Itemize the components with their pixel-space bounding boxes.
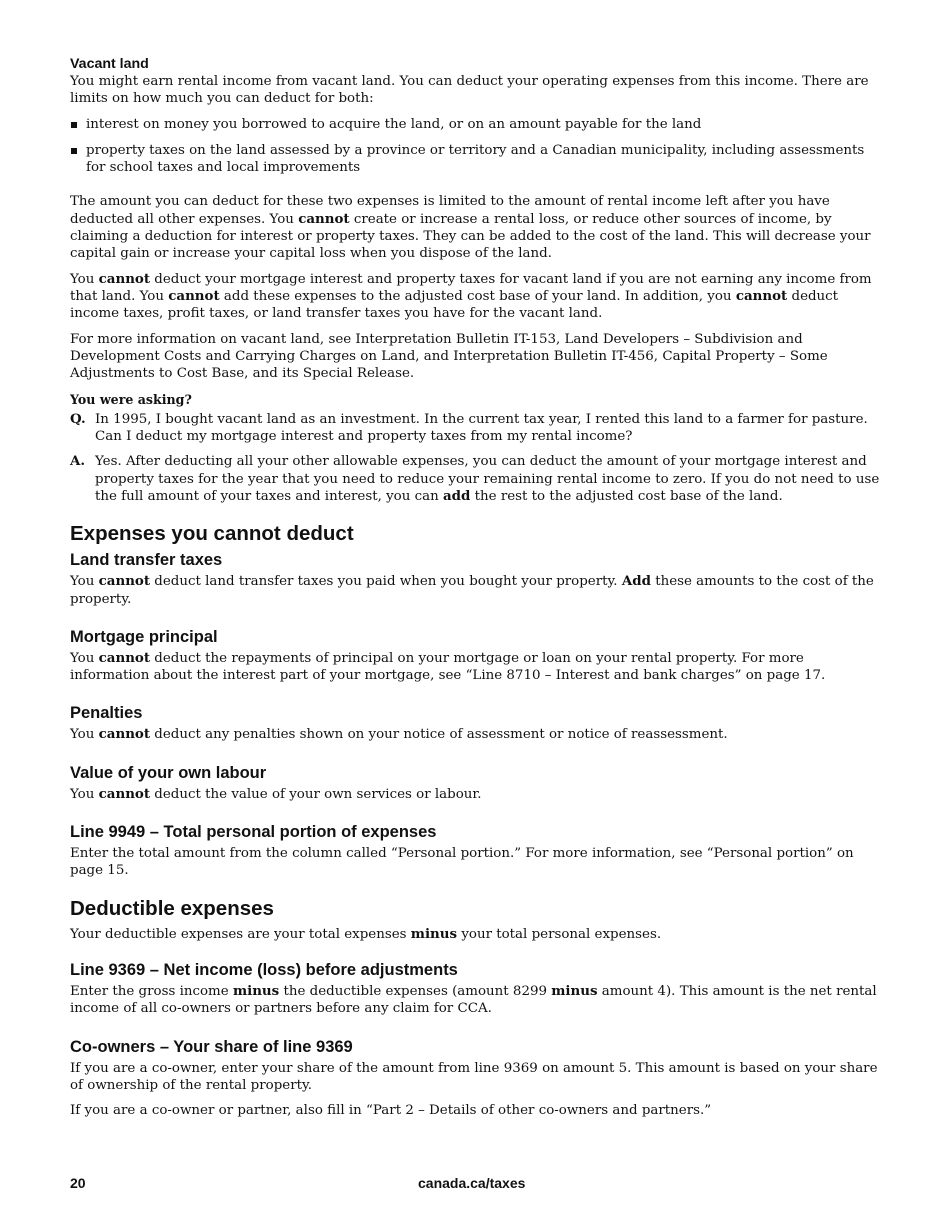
land-transfer-paragraph [70, 573, 882, 608]
vacant-land-more-info-paragraph: For more information on vacant land, see Interpretation Bulletin IT-153, Land Developers – Subdivision and Development Costs and Carrying Charges on Land, and Interpretation Bulletin IT-456, Capital Property – Some Adjustments to Cost Base, and its Special Release. [70, 331, 828, 382]
answer-block [70, 453, 882, 505]
emphasis-cannot: cannot [98, 785, 151, 802]
deductible-expenses-heading: Deductible expenses [70, 896, 274, 920]
answer-text: Yes. After deducting all your other allowable expenses, you can deduct the amount of your mortgage interest and property taxes for the year that you need to reduce your remaining rental income to zero. If you do not need to use the full amount of your taxes and interest, you can [95, 454, 880, 504]
emphasis-add: add [442, 487, 471, 504]
bullet-square-icon [71, 148, 77, 154]
text-run: the deductible expenses (amount 8299 [279, 983, 552, 999]
text-run: Your deductible expenses are your total expenses [70, 926, 411, 942]
penalties-paragraph [70, 726, 882, 743]
text-run: deduct the value of your own services or labour. [150, 786, 482, 802]
penalties-heading: Penalties [70, 704, 143, 723]
bullet-text: interest on money you borrowed to acquire the land, or on an amount payable for the land [86, 116, 702, 132]
text-run: You [70, 786, 99, 802]
vacant-land-intro: You might earn rental income from vacant land. You can deduct your operating expenses from this income. There are limits on how much you can deduct for both: [70, 74, 869, 107]
list-item [70, 142, 882, 177]
vacant-land-bullet-list [70, 116, 882, 177]
emphasis-cannot: cannot [98, 726, 151, 743]
emphasis-minus: minus [551, 982, 598, 999]
line-9949-heading: Line 9949 – Total personal portion of expenses [70, 823, 437, 842]
vacant-land-heading: Vacant land [70, 56, 149, 72]
page-number: 20 [70, 1175, 86, 1191]
cannot-deduct-heading: Expenses you cannot deduct [70, 522, 354, 546]
emphasis-cannot: cannot [98, 573, 151, 590]
emphasis-cannot: cannot [298, 210, 350, 227]
text-run: You [70, 650, 99, 666]
emphasis-add: Add [621, 573, 651, 590]
land-transfer-heading: Land transfer taxes [70, 551, 223, 570]
text-run: deduct your mortgage interest and property taxes for vacant land if you are not earning any income from that land. You [70, 271, 872, 304]
emphasis-minus: minus [410, 925, 458, 942]
line-9369-paragraph [70, 983, 882, 1018]
deductible-expenses-paragraph [70, 926, 882, 943]
text-run: You [70, 574, 99, 590]
co-owners-paragraph-1: If you are a co-owner, enter your share of the amount from line 9369 on amount 5. This amount is based on your share of ownership of the rental property. [70, 1060, 878, 1093]
answer-tag: A. [70, 453, 86, 470]
own-labour-heading: Value of your own labour [70, 763, 267, 782]
bullet-square-icon [71, 122, 77, 128]
co-owners-paragraph-2: If you are a co-owner or partner, also fill in “Part 2 – Details of other co-owners and partners.” [70, 1103, 712, 1119]
vacant-land-no-income-paragraph [70, 271, 882, 323]
text-run: your total personal expenses. [457, 926, 662, 942]
emphasis-cannot: cannot [735, 287, 788, 304]
text-run: deduct the repayments of principal on your mortgage or loan on your rental property. For more information about the interest part of your mortgage, see “Line 8710 – Interest and bank charges” on page 17. [70, 650, 826, 684]
text-run: Enter the gross income [70, 983, 233, 999]
text-run: amount 4). This amount is the net rental income of all co-owners or partners before any claim for CCA. [70, 983, 877, 1017]
text-run: these amounts to the cost of the property. [70, 574, 874, 607]
mortgage-principal-heading: Mortgage principal [70, 627, 218, 646]
list-item [70, 116, 882, 133]
text-run: The amount you can deduct for these two expenses is limited to the amount of rental income left after you have deducted all other expenses. You [70, 194, 830, 227]
question-tag: Q. [70, 410, 86, 427]
text-run: create or increase a rental loss, or reduce other sources of income, by claiming a deduction for interest or property taxes. They can be added to the cost of the land. This will decrease your capital gain or increase your capital loss when you dispose of the land. [70, 211, 871, 262]
line-9949-paragraph: Enter the total amount from the column called “Personal portion.” For more information, see “Personal portion” on page 15. [70, 846, 854, 879]
text-run: deduct any penalties shown on your notice of assessment or notice of reassessment. [150, 727, 728, 743]
text-run: deduct income taxes, profit taxes, or land transfer taxes you have for the vacant land. [70, 288, 839, 322]
own-labour-paragraph [70, 786, 882, 803]
text-run: You [70, 271, 99, 287]
question-block [70, 411, 882, 446]
answer-text: the rest to the adjusted cost base of the land. [470, 488, 783, 504]
co-owners-heading: Co-owners – Your share of line 9369 [70, 1037, 353, 1056]
question-text: In 1995, I bought vacant land as an investment. In the current tax year, I rented this land to a farmer for pasture. Can I deduct my mortgage interest and property taxes from my rental income? [95, 411, 868, 445]
emphasis-minus: minus [232, 982, 280, 999]
text-run: You [70, 727, 99, 743]
footer-url: canada.ca/taxes [418, 1175, 526, 1191]
emphasis-cannot: cannot [98, 270, 151, 287]
mortgage-principal-paragraph [70, 650, 882, 685]
line-9369-heading: Line 9369 – Net income (loss) before adjustments [70, 960, 458, 979]
document-page [70, 52, 882, 1119]
text-run: add these expenses to the adjusted cost base of your land. In addition, you [219, 288, 736, 304]
vacant-land-limit-paragraph [70, 193, 882, 262]
bullet-text: property taxes on the land assessed by a province or territory and a Canadian municipality, including assessments for school taxes and local improvements [86, 142, 865, 176]
emphasis-cannot: cannot [98, 649, 151, 666]
text-run: deduct land transfer taxes you paid when you bought your property. [150, 574, 622, 590]
emphasis-cannot: cannot [168, 287, 220, 304]
you-were-asking-heading: You were asking? [70, 392, 192, 408]
